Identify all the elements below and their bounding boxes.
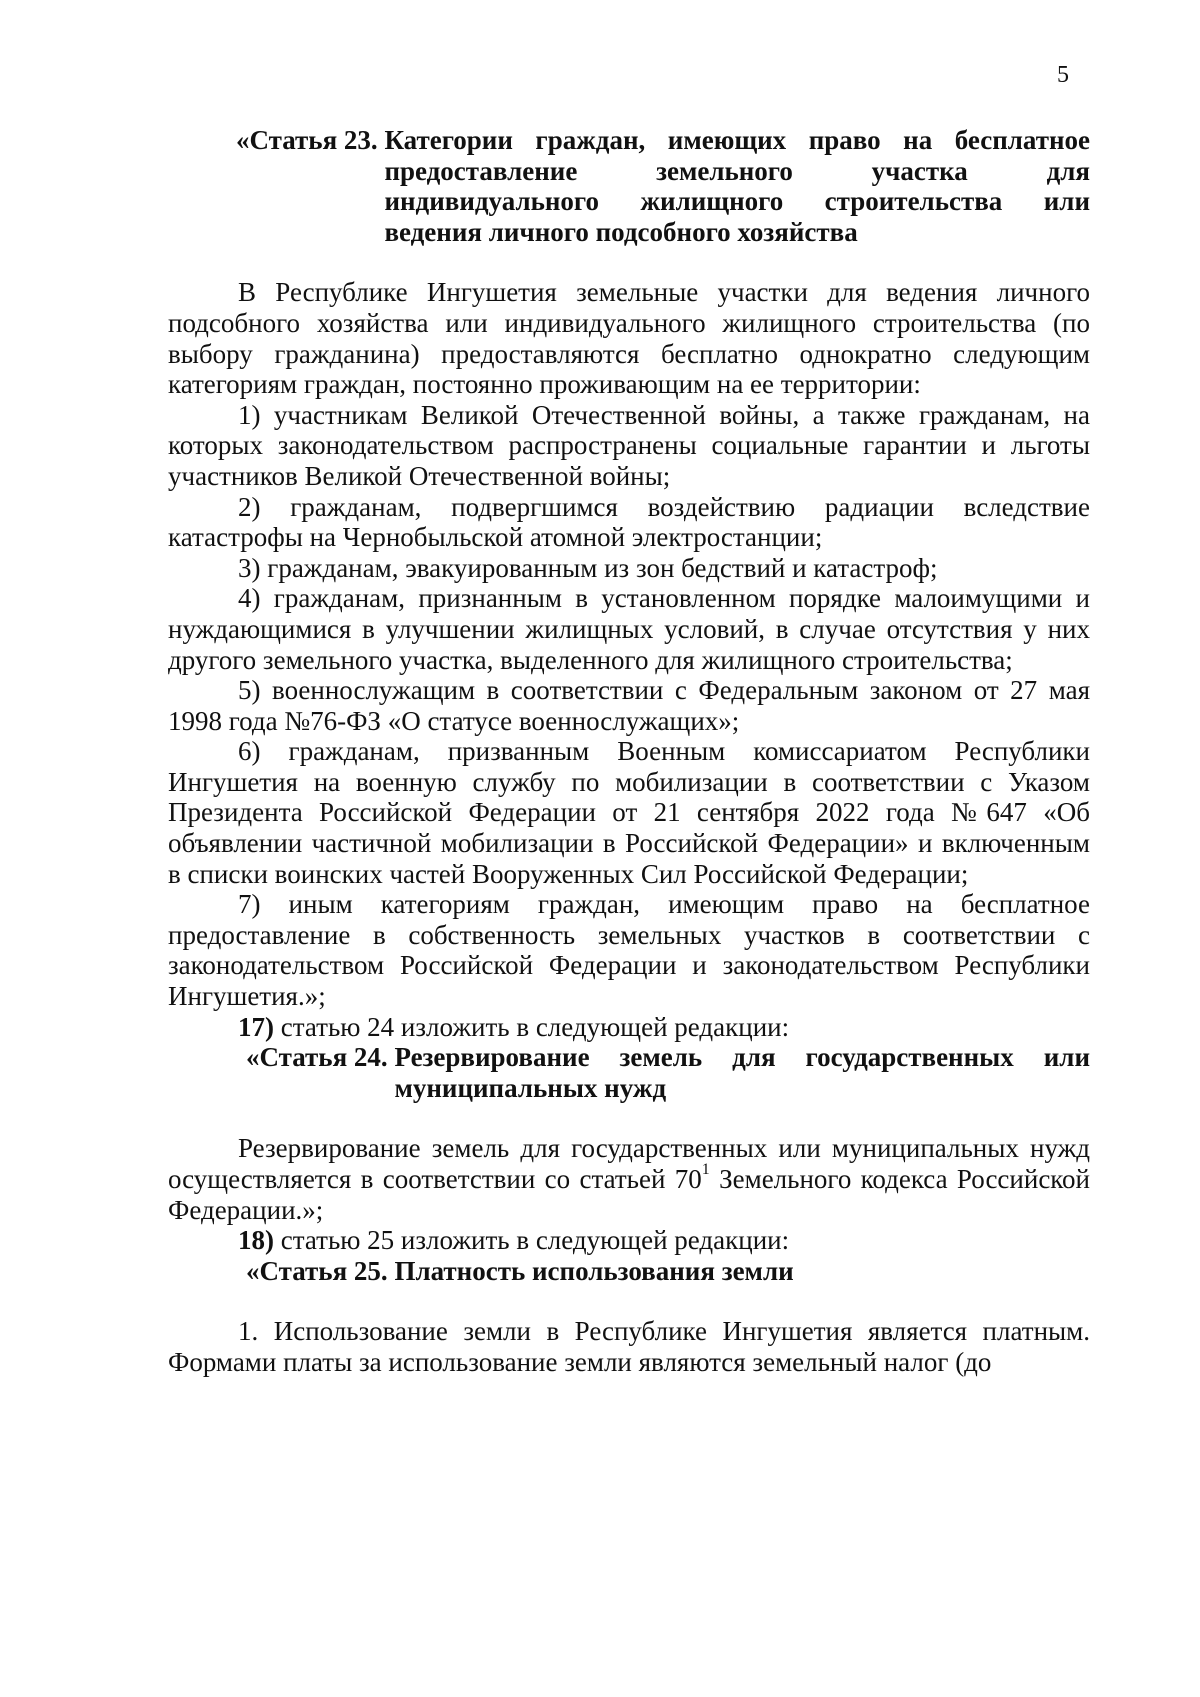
article-24-title: Резервирование земель для государственных или муниципальных нужд	[394, 1042, 1090, 1103]
article-24-superscript: 1	[701, 1161, 710, 1178]
article-23-heading	[236, 125, 1090, 247]
article-23-item-3: 3) гражданам, эвакуированным из зон бедствий и катастроф;	[238, 552, 938, 583]
amendment-18-number: 18)	[238, 1225, 274, 1256]
article-24-body	[168, 1133, 1090, 1225]
article-23-item-7: 7) иным категориям граждан, имеющим право на бесплатное предоставление в собственность земельных участков в соответствии с законодательством Российской Федерации и законодательством Республики Ингушетия.»;	[168, 889, 1090, 1012]
page-number: 5	[1057, 62, 1069, 88]
amendment-18	[168, 1225, 1090, 1256]
article-24-heading	[246, 1042, 1090, 1103]
article-24-number: «Статья 24.	[246, 1042, 388, 1073]
article-23-item-1: 1) участникам Великой Отечественной войны, а также гражданам, на которых законодательством распространены социальные гарантии и льготы участников Великой Отечественной войны;	[168, 399, 1090, 491]
article-25-number: «Статья 25.	[246, 1255, 388, 1286]
article-25-heading	[246, 1256, 1090, 1287]
article-23-item-5: 5) военнослужащим в соответствии с Федеральным законом от 27 мая 1998 года №76-ФЗ «О статусе военнослужащих»;	[168, 675, 1090, 736]
article-23-number: «Статья 23.	[236, 125, 378, 155]
article-23-item-4: 4) гражданам, признанным в установленном порядке малоимущими и нуждающимися в улучшении жилищных условий, в случае отсутствия у них другого земельного участка, выделенного для жилищного строительства;	[168, 583, 1090, 675]
article-23-item-6: 6) гражданам, призванным Военным комиссариатом Республики Ингушетия на военную службу по мобилизации в соответствии с Указом Президента Российской Федерации от 21 сентября 2022 года №647 «Об объявлении частичной мобилизации в Российской Федерации» и включенным в списки воинских частей Вооруженных Сил Российской Федерации;	[168, 736, 1090, 889]
article-24-body-end: Земельного кодекса Российской Федерации.»;	[168, 1164, 1090, 1225]
article-25-title: Платность использования земли	[394, 1255, 794, 1286]
amendment-17-number: 17)	[238, 1011, 274, 1042]
amendment-18-text: статью 25 изложить в следующей редакции:	[274, 1225, 790, 1256]
amendment-17-text: статью 24 изложить в следующей редакции:	[274, 1011, 790, 1042]
article-23-item-2: 2) гражданам, подвергшимся воздействию радиации вследствие катастрофы на Чернобыльской атомной электростанции;	[168, 491, 1090, 553]
amendment-17	[168, 1012, 1090, 1043]
article-23-title: Категории граждан, имеющих право на бесплатное предоставление земельного участка для индивидуального жилищного строительства или ведения личного подсобного хозяйства	[384, 125, 1090, 247]
article-25-body: 1. Использование земли в Республике Ингушетия является платным. Формами платы за использование земли являются земельный налог (до	[168, 1316, 1090, 1377]
document-body	[168, 125, 1090, 1378]
article-24-body-start: Резервирование земель для государственных или муниципальных нужд осуществляется в соответствии со статьей 70	[168, 1133, 1090, 1194]
article-23-intro: В Республике Ингушетия земельные участки для ведения личного подсобного хозяйства или индивидуального жилищного строительства (по выбору гражданина) предоставляются бесплатно однократно следующим категориям граждан, постоянно проживающим на ее территории:	[168, 277, 1090, 400]
